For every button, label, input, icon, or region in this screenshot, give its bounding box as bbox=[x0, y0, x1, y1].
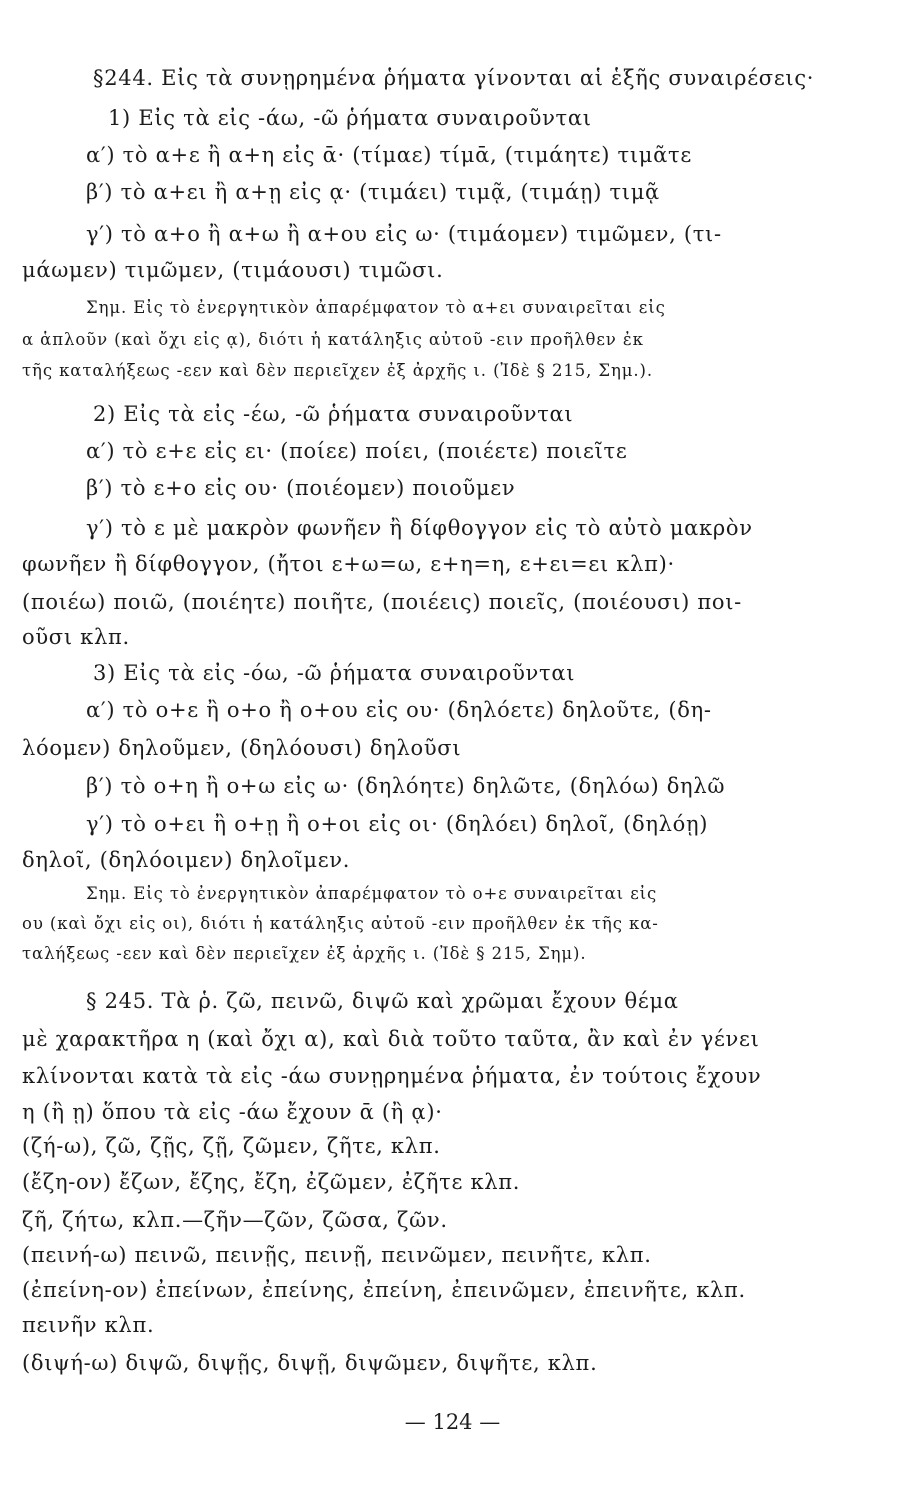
section-245-line-3: κλίνονται κατὰ τὰ εἰς -άω συνῃρημένα ῥήματα, ἐν τούτοις ἔχουν bbox=[22, 1064, 762, 1088]
rule-1-gamma: γ′) τὸ α+ο ἢ α+ω ἢ α+ου εἰς ω· (τιμάομεν) τιμῶμεν, (τι- bbox=[86, 222, 722, 246]
rule-1-gamma-cont: μάωμεν) τιμῶμεν, (τιμάουσι) τιμῶσι. bbox=[22, 258, 444, 282]
zao-present: (ζή-ω), ζῶ, ζῇς, ζῇ, ζῶμεν, ζῆτε, κλπ. bbox=[22, 1134, 441, 1158]
rule-3-beta: β′) τὸ ο+η ἢ ο+ω εἰς ω· (δηλόητε) δηλῶτε, (δηλόω) δηλῶ bbox=[86, 774, 726, 798]
rule-3-heading: 3) Εἰς τὰ εἰς -όω, -ῶ ῥήματα συναιροῦνται bbox=[93, 661, 576, 685]
rule-2-beta: β′) τὸ ε+ο εἰς ου· (ποιέομεν) ποιοῦμεν bbox=[86, 476, 516, 500]
note-2-line-2: ου (καὶ ὄχι εἰς οι), διότι ἡ κατάληξις αὐτοῦ -ειν προῆλθεν ἐκ τῆς κα- bbox=[22, 914, 659, 933]
rule-1-heading: 1) Εἰς τὰ εἰς -άω, -ῶ ῥήματα συναιροῦνται bbox=[108, 106, 592, 130]
rule-3-gamma-cont: δηλοῖ, (δηλόοιμεν) δηλοῖμεν. bbox=[22, 848, 351, 872]
zao-imperfect: (ἔζη-ον) ἔζων, ἔζης, ἔζη, ἐζῶμεν, ἐζῆτε κλπ. bbox=[22, 1170, 521, 1194]
peinao-imperfect: (ἐπείνη-ον) ἐπείνων, ἐπείνης, ἐπείνη, ἐπεινῶμεν, ἐπεινῆτε, κλπ. bbox=[22, 1278, 746, 1302]
rule-3-gamma: γ′) τὸ ο+ει ἢ ο+ῃ ἢ ο+οι εἰς οι· (δηλόει) δηλοῖ, (δηλόῃ) bbox=[86, 812, 709, 836]
note-2-line-1: Σημ. Εἰς τὸ ἐνεργητικὸν ἀπαρέμφατον τὸ ο+ε συναιρεῖται εἰς bbox=[86, 884, 658, 903]
rule-2-examples-cont: οῦσι κλπ. bbox=[22, 625, 130, 649]
rule-3-alpha: α′) τὸ ο+ε ἢ ο+ο ἢ ο+ου εἰς ου· (δηλόετε) δηλοῦτε, (δη- bbox=[86, 698, 712, 722]
rule-3-alpha-cont: λόομεν) δηλοῦμεν, (δηλόουσι) δηλοῦσι bbox=[22, 736, 462, 760]
note-1-line-3: τῆς καταλήξεως -εεν καὶ δὲν περιεῖχεν ἐξ ἀρχῆς ι. (Ἰδὲ § 215, Σημ.). bbox=[22, 361, 654, 380]
rule-2-examples: (ποιέω) ποιῶ, (ποιέητε) ποιῆτε, (ποιέεις) ποιεῖς, (ποιέουσι) ποι- bbox=[22, 590, 742, 614]
peinao-infinitive: πεινῆν κλπ. bbox=[22, 1313, 155, 1337]
dipsao-present: (διψή-ω) διψῶ, διψῇς, διψῇ, διψῶμεν, διψῆτε, κλπ. bbox=[22, 1351, 598, 1375]
rule-2-alpha: α′) τὸ ε+ε εἰς ει· (ποίεε) ποίει, (ποιέετε) ποιεῖτε bbox=[86, 439, 628, 463]
section-245-line-1: § 245. Τὰ ῥ. ζῶ, πεινῶ, διψῶ καὶ χρῶμαι ἔχουν θέμα bbox=[86, 989, 679, 1013]
rule-2-gamma: γ′) τὸ ε μὲ μακρὸν φωνῆεν ἢ δίφθογγον εἰς τὸ αὐτὸ μακρὸν bbox=[86, 516, 753, 540]
note-2-line-3: ταλήξεως -εεν καὶ δὲν περιεῖχεν ἐξ ἀρχῆς ι. (Ἰδὲ § 215, Σημ). bbox=[22, 944, 587, 963]
note-1-line-2: α ἁπλοῦν (καὶ ὄχι εἰς ᾳ), διότι ἡ κατάληξις αὐτοῦ -ειν προῆλθεν ἐκ bbox=[22, 330, 644, 349]
rule-1-beta: β′) τὸ α+ει ἢ α+ῃ εἰς ᾳ· (τιμάει) τιμᾷ, (τιμάῃ) τιμᾷ bbox=[86, 180, 660, 204]
note-1-line-1: Σημ. Εἰς τὸ ἐνεργητικὸν ἀπαρέμφατον τὸ α+ει συναιρεῖται εἰς bbox=[86, 298, 666, 317]
rule-2-heading: 2) Εἰς τὰ εἰς -έω, -ῶ ῥήματα συναιροῦνται bbox=[93, 402, 574, 426]
rule-2-gamma-cont: φωνῆεν ἢ δίφθογγον, (ἤτοι ε+ω=ω, ε+η=η, ε+ει=ει κλπ)· bbox=[22, 552, 675, 576]
peinao-present: (πεινή-ω) πεινῶ, πεινῇς, πεινῇ, πεινῶμεν, πεινῆτε, κλπ. bbox=[22, 1243, 652, 1267]
section-244-heading: §244. Εἰς τὰ συνῃρημένα ῥήματα γίνονται αἱ ἑξῆς συναιρέσεις· bbox=[93, 66, 815, 90]
section-245-line-2: μὲ χαρακτῆρα η (καὶ ὄχι α), καὶ διὰ τοῦτο ταῦτα, ἂν καὶ ἐν γένει bbox=[22, 1027, 760, 1051]
zao-imperative: ζῆ, ζήτω, κλπ.—ζῆν—ζῶν, ζῶσα, ζῶν. bbox=[22, 1208, 448, 1232]
section-245-line-4: η (ἢ ῃ) ὅπου τὰ εἰς -άω ἔχουν ᾱ (ἢ ᾳ)· bbox=[22, 1100, 443, 1124]
rule-1-alpha: α′) τὸ α+ε ἢ α+η εἰς ᾱ· (τίμαε) τίμᾱ, (τιμάητε) τιμᾶτε bbox=[86, 143, 692, 167]
page-number: — 124 — bbox=[404, 1410, 501, 1434]
